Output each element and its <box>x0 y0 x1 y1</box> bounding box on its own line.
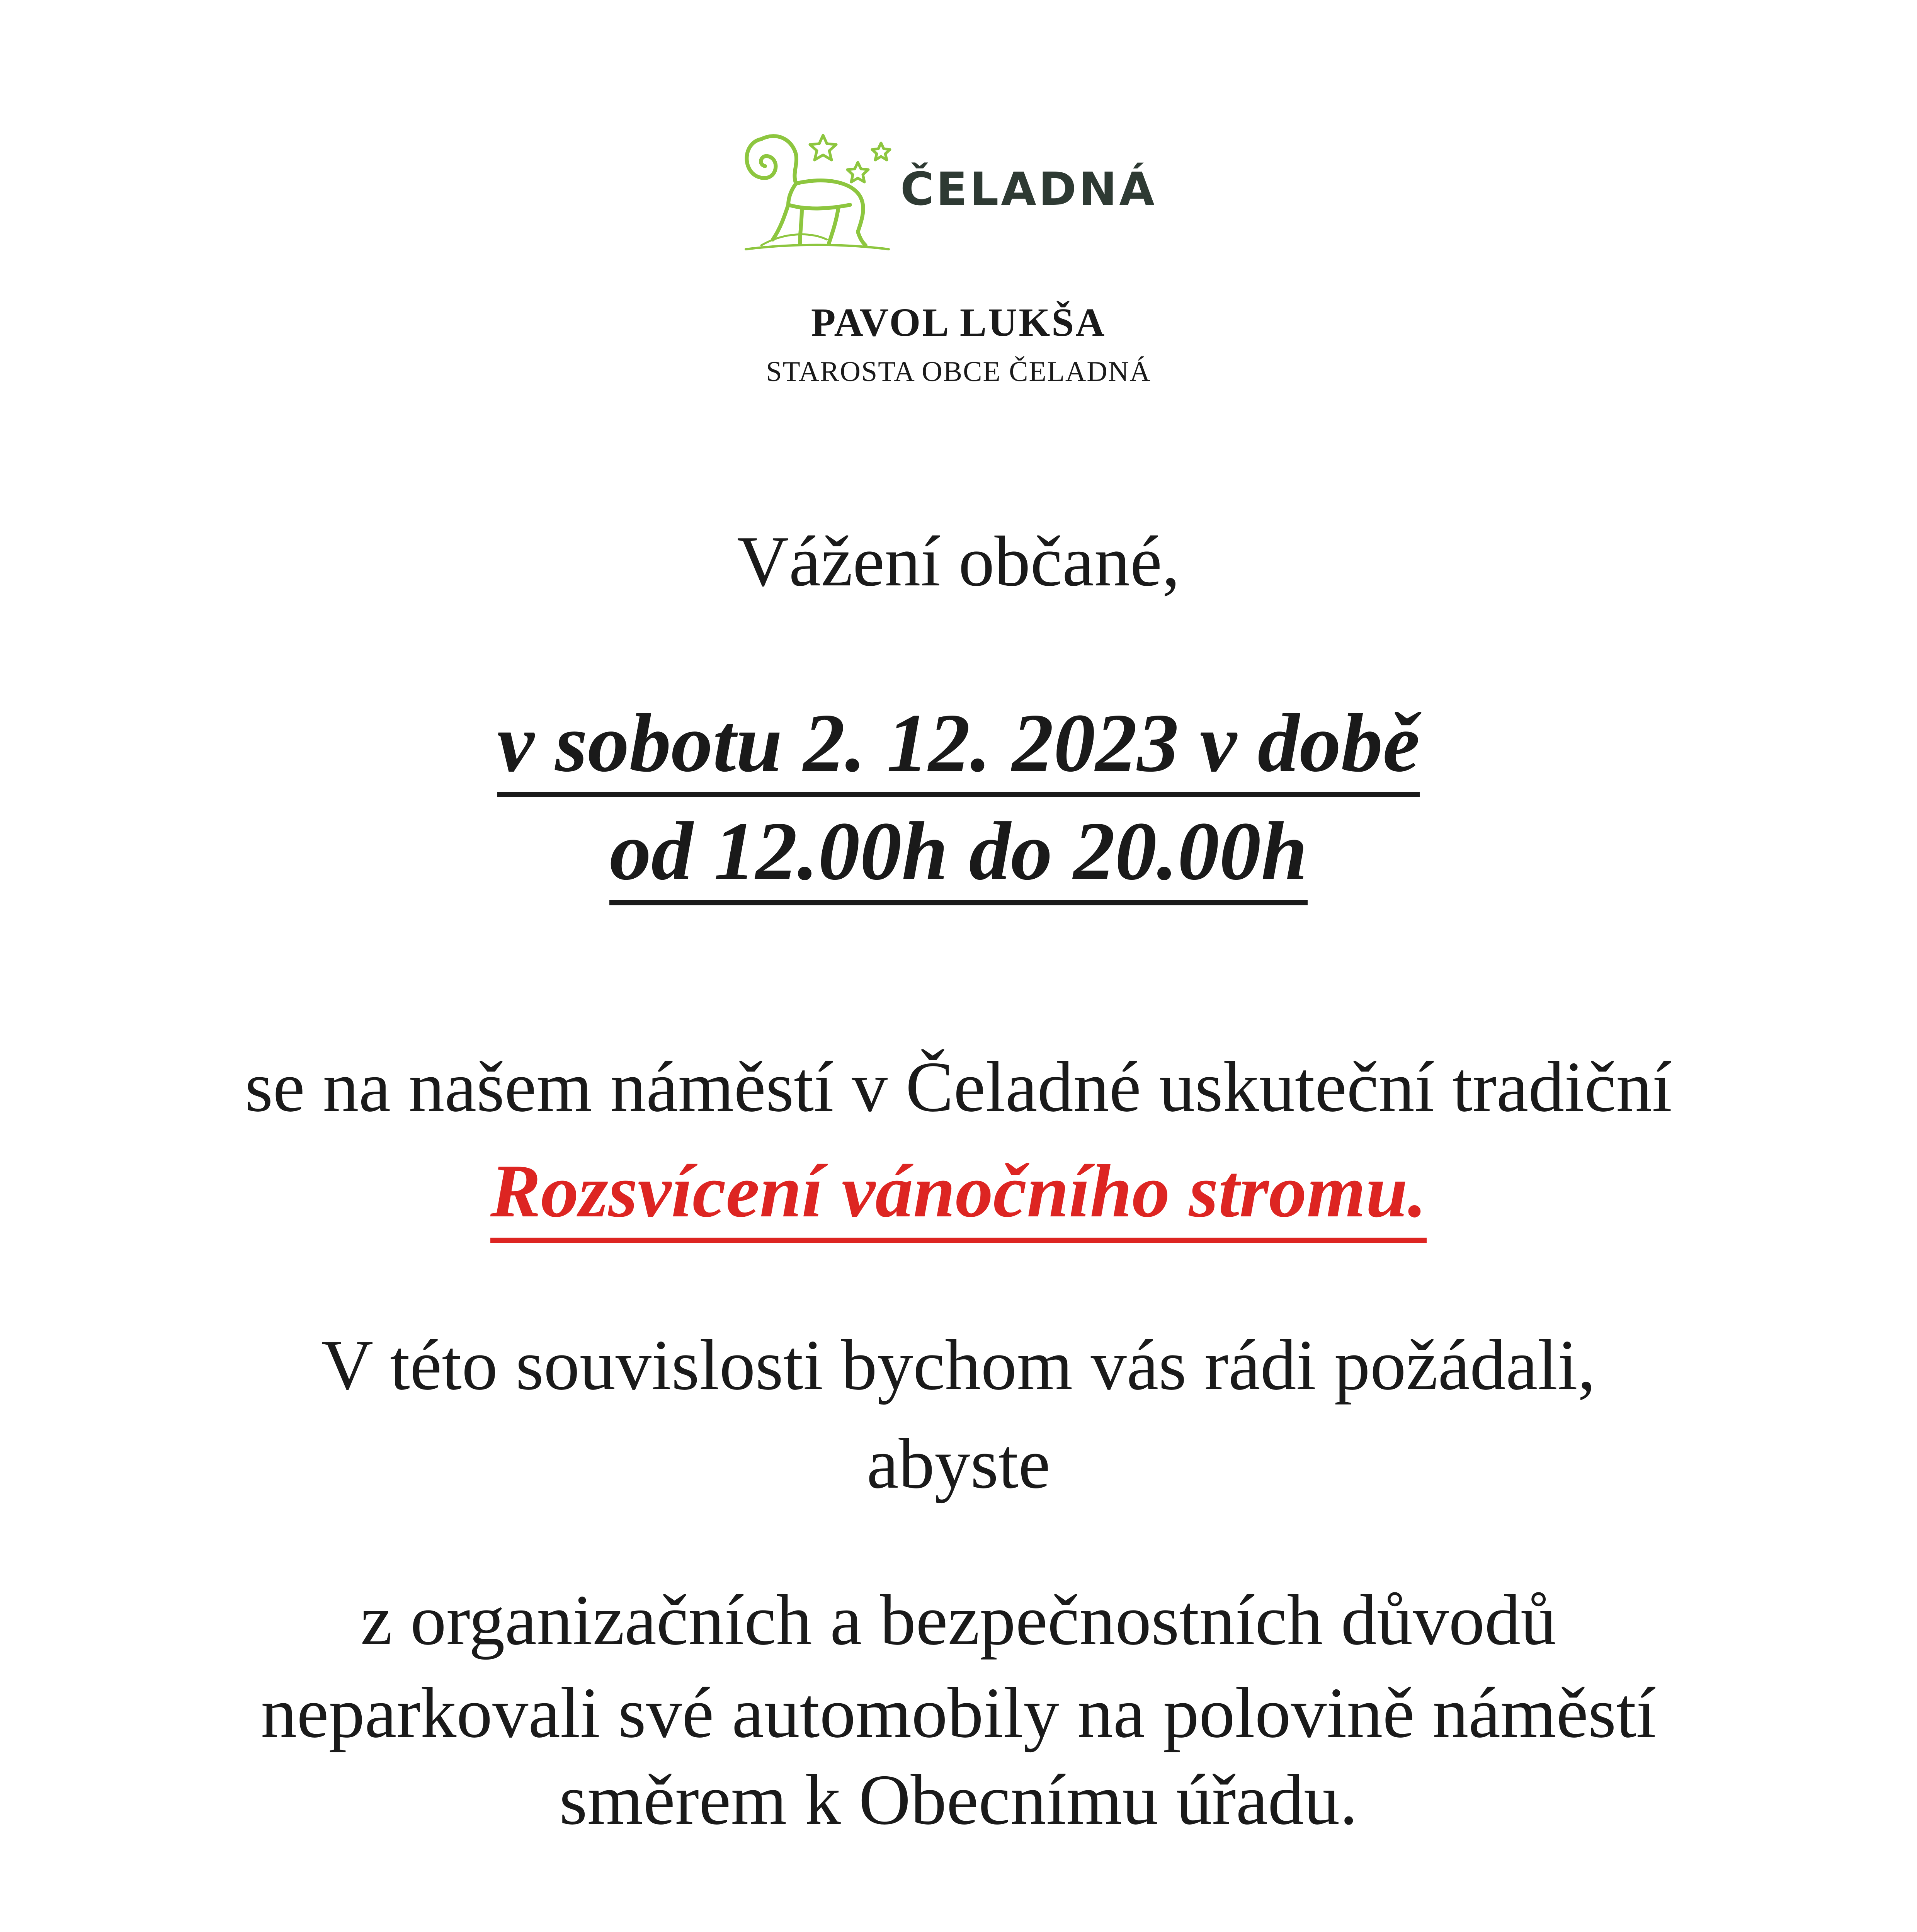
mayor-title: STAROSTA OBCE ČELADNÁ <box>766 356 1151 388</box>
date-line-2-wrap <box>0 805 1917 905</box>
logo-text: ČELADNÁ <box>900 162 1157 216</box>
date-line-1-wrap <box>0 697 1917 797</box>
municipality-logo <box>734 116 1217 255</box>
date-line-1: v sobotu 2. 12. 2023 v době <box>497 701 1420 797</box>
reason-line-1: z organizačních a bezpečnostních důvodů <box>360 1580 1557 1660</box>
date-line-2: od 12.00h do 20.00h <box>609 810 1307 905</box>
reason-line-3: směrem k Obecnímu úřadu. <box>559 1760 1358 1840</box>
request-line-2: abyste <box>866 1424 1051 1503</box>
intro-text: se na našem náměstí v Čeladné uskuteční tradiční <box>245 1047 1672 1127</box>
mayor-name: PAVOL LUKŠA <box>811 300 1106 345</box>
event-title-wrap <box>0 1149 1917 1243</box>
reason-line-2: neparkovali své automobily na polovině náměstí <box>261 1673 1656 1753</box>
request-line-1: V této souvislosti bychom vás rádi požádali, <box>321 1325 1596 1405</box>
event-title: Rozsvícení vánočního stromu. <box>490 1153 1427 1243</box>
ibex-with-stars-logo-icon <box>734 116 896 255</box>
greeting: Vážení občané, <box>737 522 1180 601</box>
